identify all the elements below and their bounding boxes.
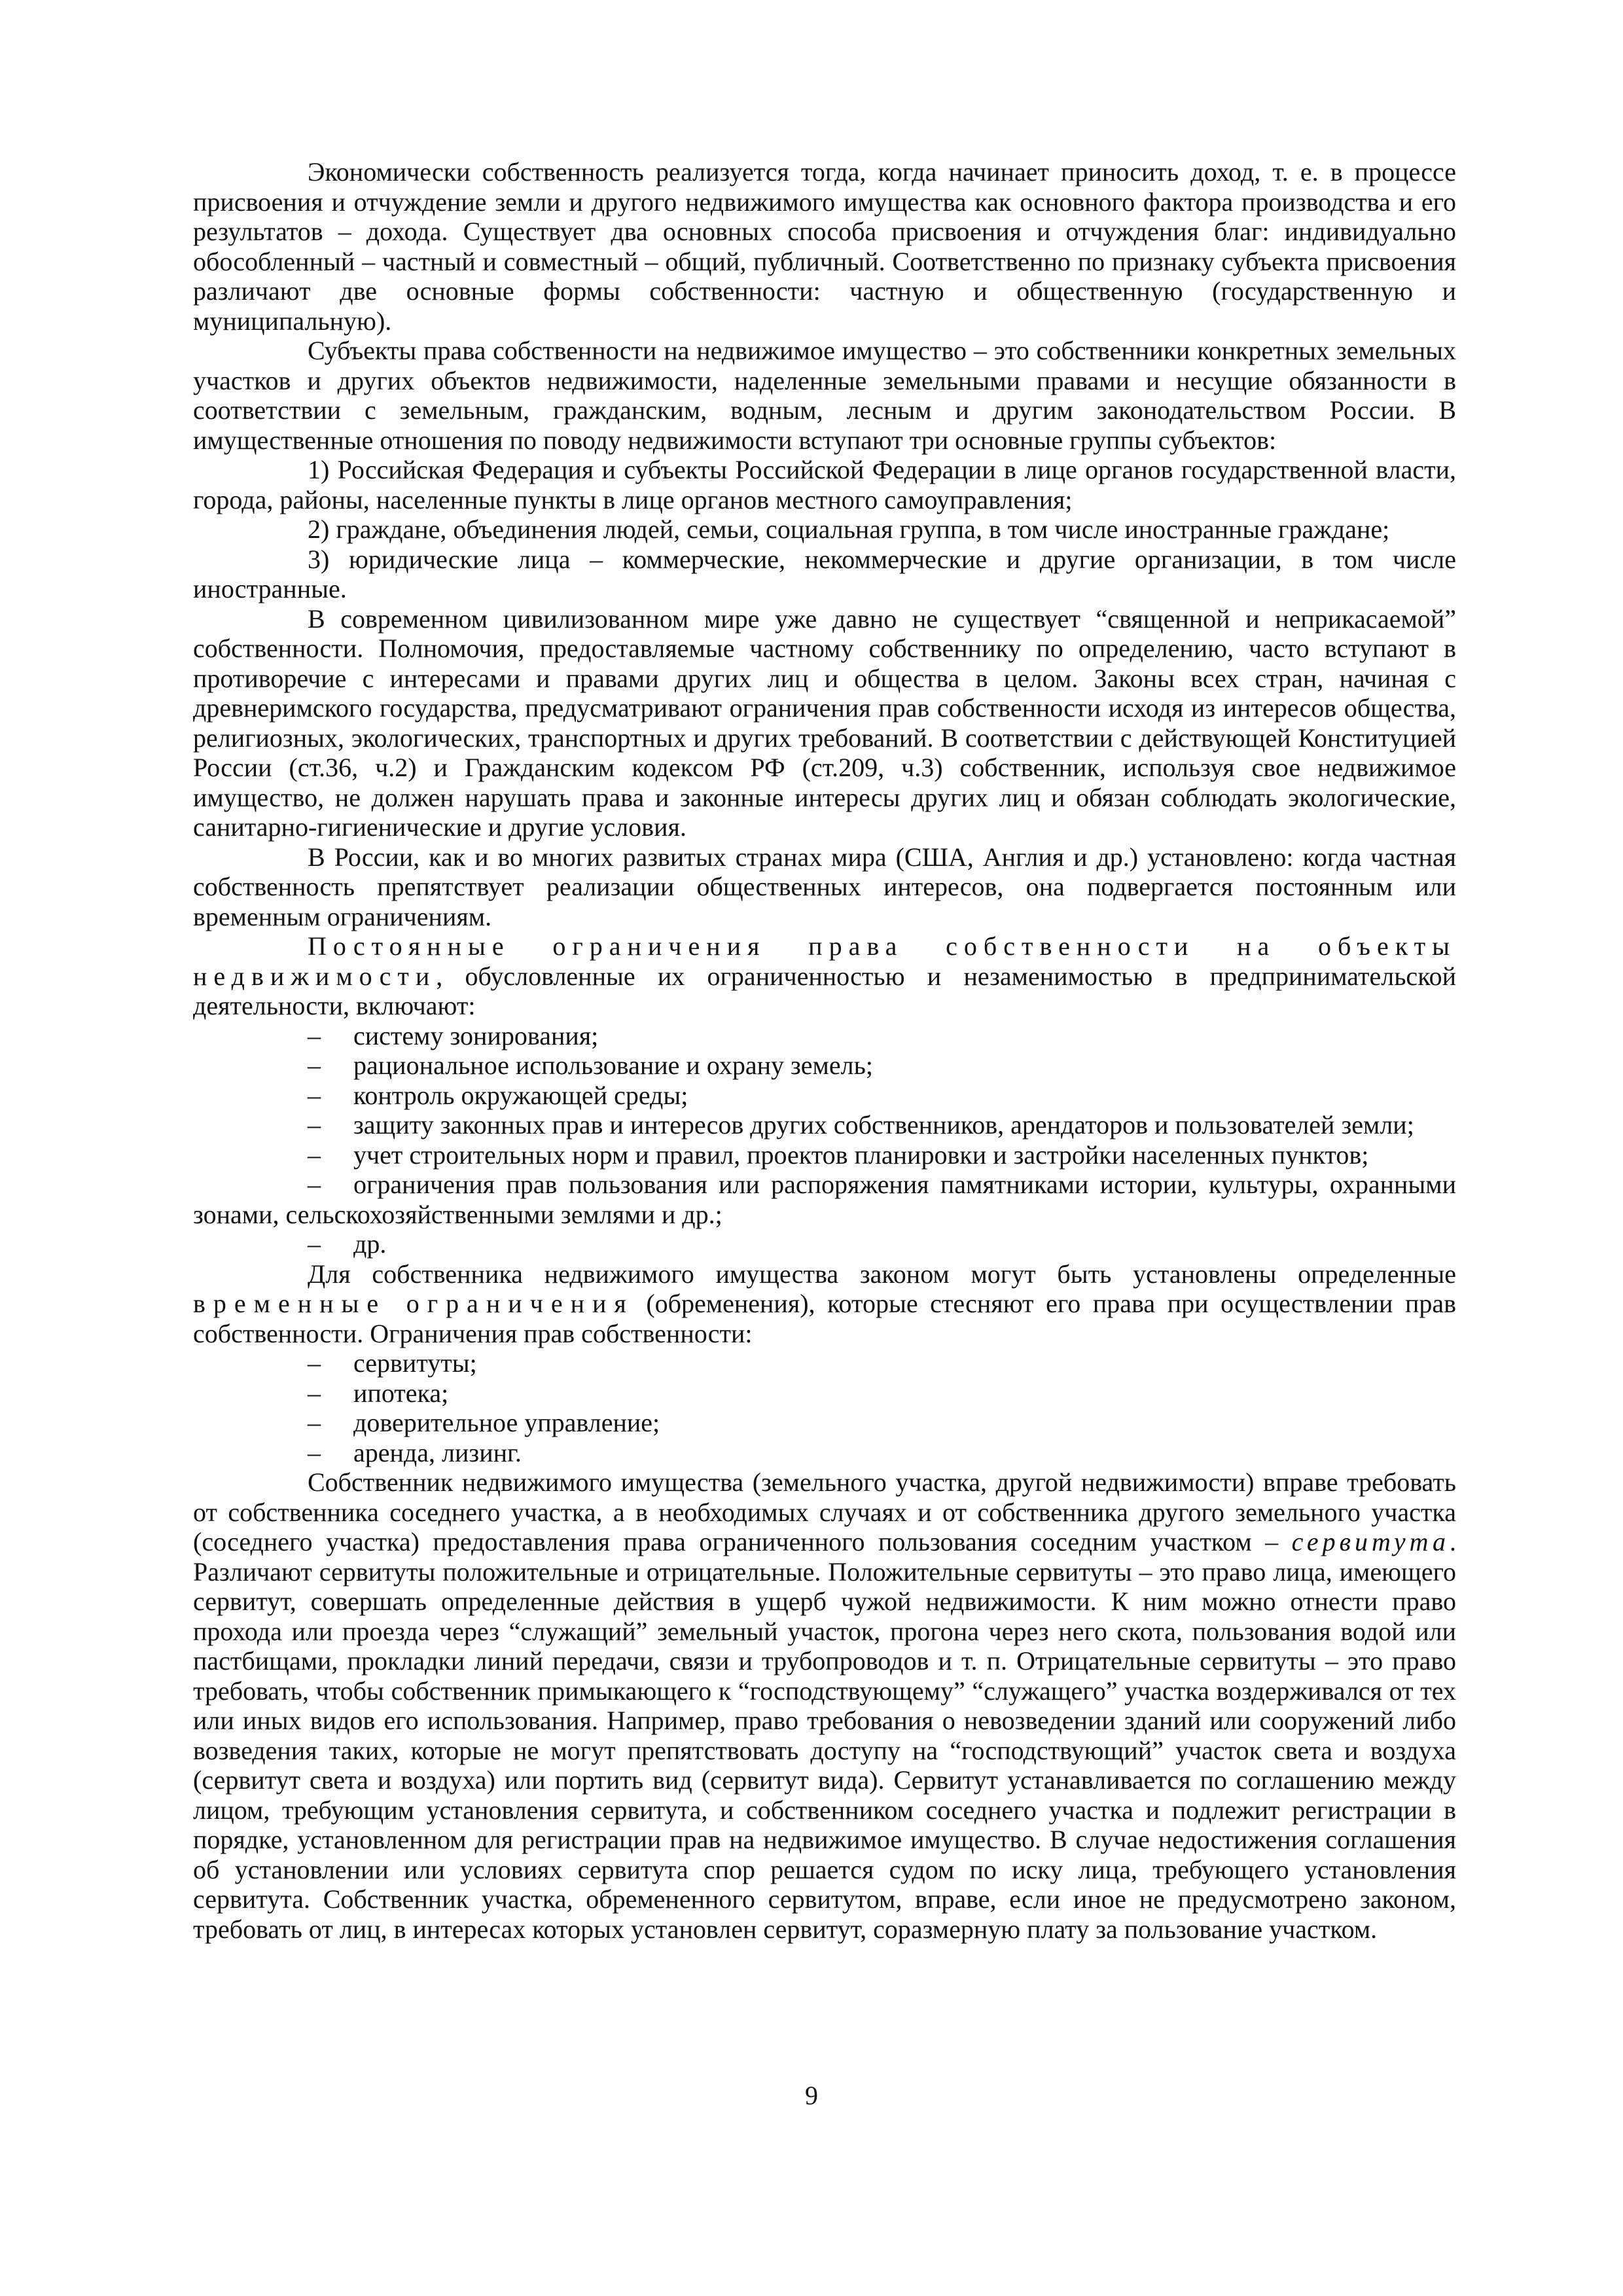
list-item-text: защиту законных прав и интересов других собственников, арендаторов и пользователей земли; [353,1110,1414,1139]
paragraph-economic-ownership: Экономически собственность реализуется тогда, когда начинает приносить доход, т. е. в процессе присвоения и отчуждение земли и другого недвижимого имущества как основного фактора производства и его результатов – дохода. Существует два основных способа присвоения и отчуждения благ: индивидуально обособленный – частный и совместный – общий, публичный. Соответственно по признаку субъекта присвоения различают две основные формы собственности: частную и общественную (государственную и муниципальную). [193,157,1456,336]
list-item [193,1050,1456,1081]
paragraph-servitude-rest: . Различают сервитуты положительные и отрицательные. Положительные сервитуты – это право лица, имеющего сервитут, совершать определенные действия в ущерб чужой недвижимости. К ним можно отнести право прохода или проезда через “служащий” земельный участок, прогона через него скота, пользования водой или пастбищами, прокладки линий передачи, связи и трубопроводов и т. п. Отрицательные сервитуты – это право требовать, чтобы собственник примыкающего к “господствующему” “служащего” участка воздерживался от тех или иных видов его использования. Например, право требования о невозведении зданий или сооружений либо возведения таких, которые не могут препятствовать доступу на “господствующий” участок света и воздуха (сервитут света и воздуха) или портить вид (сервитут вида). Сервитут устанавливается по соглашению между лицом, требующим установления сервитута, и собственником соседнего участка и подлежит регистрации в порядке, установленном для регистрации прав на недвижимое имущество. В случае недостижения соглашения об установлении или условиях сервитута спор решается судом по иску лица, требующего установления сервитута. Собственник участка, обремененного сервитутом, вправе, если иное не предусмотрено законом, требовать от лиц, в интересах которых установлен сервитут, соразмерную плату за пользование участком. [193,1527,1456,1944]
dash-marker: – [308,1110,321,1139]
list-item-text: др. [353,1229,387,1259]
document-page [193,157,1456,1944]
paragraph-subjects: Субъекты права собственности на недвижимое имущество – это собственники конкретных земельных участков и других объектов недвижимости, наделенные земельными правами и несущие обязанности в соответствии с земельным, гражданским, водным, лесным и другим законодательством России. В имущественные отношения по поводу недвижимости вступают три основные группы субъектов: [193,336,1456,455]
paragraph-modern-world: В современном цивилизованном мире уже давно не существует “священной и неприкасаемой” собственности. Полномочия, предоставляемые частному собственнику по определению, часто вступают в противоречие с интересами и правами других лиц и общества в целом. Законы всех стран, начиная с древнеримского государства, предусматривают ограничения прав собственности исходя из интересов общества, религиозных, экологических, транспортных и других требований. В соответствии с действующей Конституцией России (ст.36, ч.2) и Гражданским кодексом РФ (ст.209, ч.3) собственник, используя свое недвижимое имущество, не должен нарушать права и законные интересы других лиц и обязан соблюдать экологические, санитарно-гигиенические и другие условия. [193,603,1456,842]
spaced-heading-permanent: Постоянные ограничения права собственности на объекты недвижимости [193,931,1456,991]
list-item-text: ограничения прав пользования или распоряжения памятниками истории, культуры, охранными зонами, сельскохозяйственными землями и др.; [193,1170,1456,1229]
list-item [193,1438,1456,1468]
list-item-text: рациональное использование и охрану земель; [353,1050,873,1080]
dash-marker: – [308,1050,321,1080]
paragraph-permanent-restrictions [193,931,1456,1021]
paragraph-temporary-restrictions [193,1259,1456,1349]
paragraph-servitude [193,1467,1456,1944]
list-item-text: ипотека; [353,1378,449,1408]
dash-marker: – [308,1437,321,1467]
paragraph-russia-restrictions: В России, как и во многих развитых странах мира (США, Англия и др.) установлено: когда частная собственность препятствует реализации общественных интересов, она подвергается постоянным или временным ограничениям. [193,842,1456,931]
list-item-text: учет строительных норм и правил, проектов планировки и застройки населенных пунктов; [353,1139,1369,1170]
list-item [193,1348,1456,1378]
list-item-text: контроль окружающей среды; [353,1080,688,1110]
list-item [193,1408,1456,1438]
dash-marker: – [308,1139,321,1170]
list-item [193,1110,1456,1140]
list-item-text: доверительное управление; [353,1408,660,1437]
list-item [193,1229,1456,1259]
list-item [193,1021,1456,1051]
permanent-restrictions-list [193,1021,1456,1259]
list-item-text: системy зонирования; [353,1020,599,1050]
dash-marker: – [308,1170,321,1199]
dash-marker: – [308,1378,321,1408]
list-item [193,1081,1456,1111]
temporary-restrictions-list [193,1348,1456,1467]
dash-marker: – [308,1020,321,1050]
dash-marker: – [308,1229,321,1259]
page-number: 9 [805,2081,818,2110]
list-item-text: сервитуты; [353,1348,477,1378]
list-item [193,1140,1456,1170]
dash-marker: – [308,1348,321,1378]
paragraph-permanent-rest: , обусловленные их ограниченностью и незаменимостью в предпринимательской деятельности, включают: [193,961,1456,1020]
paragraph-temporary-rest: (обременения), которые стесняют его права при осуществлении прав собственности. Ограничения прав собственности: [193,1289,1456,1348]
list-item [193,1170,1456,1229]
numbered-item-3: 3) юридические лица – коммерческие, некоммерческие и другие организации, в том числе иностранные. [193,544,1456,603]
paragraph-servitude-start: Собственник недвижимого имущества (земельного участка, другой недвижимости) вправе требовать от собственника соседнего участка, а в необходимых случаях и от собственника другого земельного участка (соседнего участка) предоставления права ограниченного пользования соседним участком – [193,1467,1456,1556]
dash-marker: – [308,1408,321,1437]
term-servitude: сервитута [1291,1527,1450,1556]
numbered-item-2: 2) граждане, объединения людей, семьи, социальная группа, в том числе иностранные граждане; [308,514,1390,544]
dash-marker: – [308,1080,321,1110]
numbered-item-1: 1) Российская Федерация и субъекты Российской Федерации в лице органов государственной власти, города, районы, населенные пункты в лице органов местного самоуправления; [193,455,1456,514]
paragraph-temporary-start: Для собственника недвижимого имущества законом могут быть установлены определенные [308,1259,1456,1289]
list-item [193,1378,1456,1408]
spaced-heading-temporary: временные ограничения [193,1289,634,1318]
list-item-text: аренда, лизинг. [353,1437,522,1467]
